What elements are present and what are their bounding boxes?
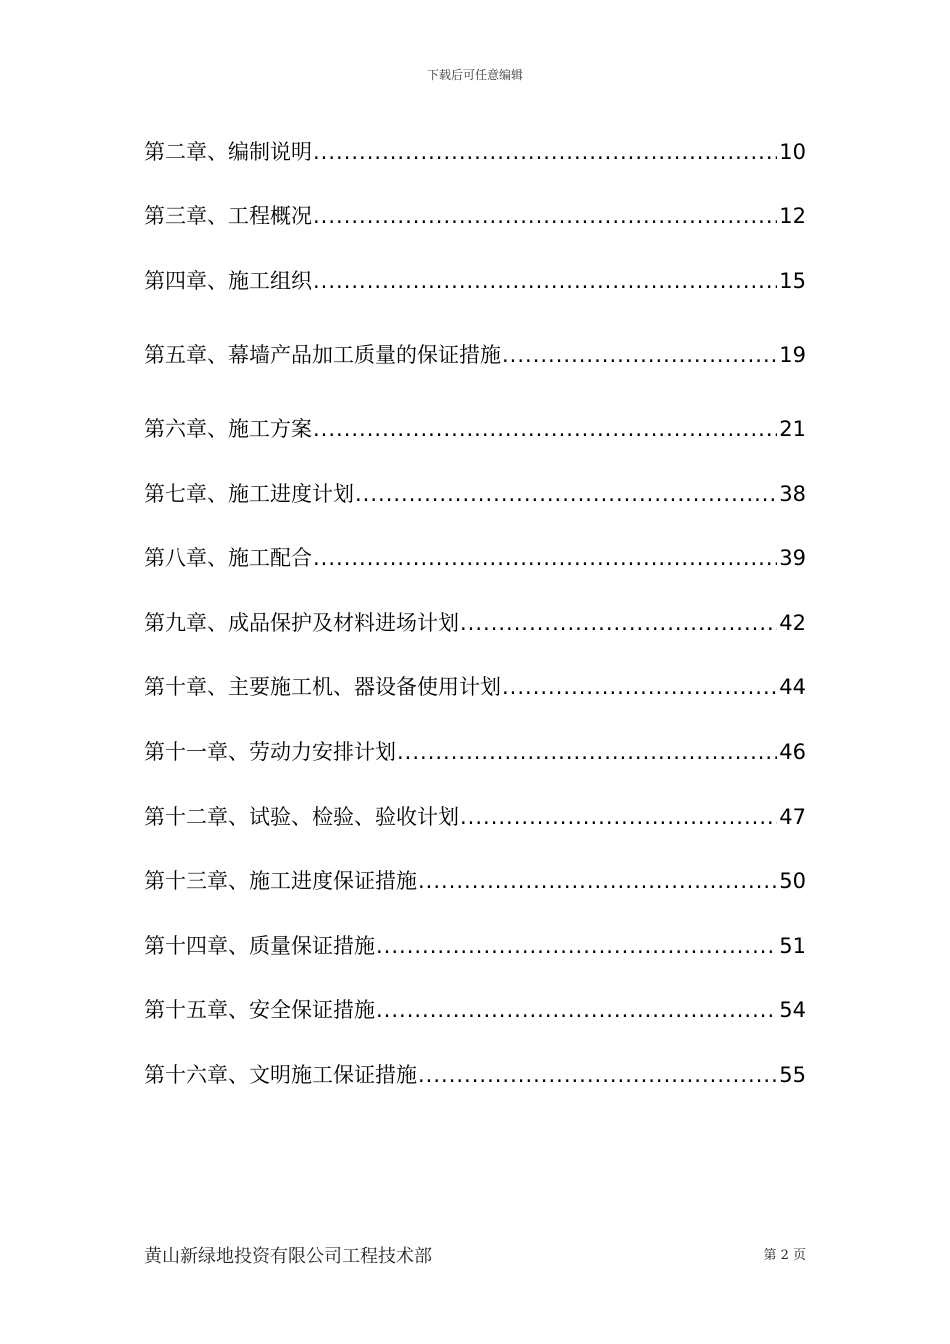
toc-dot-leader <box>460 610 777 636</box>
toc-entry[interactable] <box>144 199 806 229</box>
toc-entry-title: 第五章、幕墙产品加工质量的保证措施 <box>144 343 501 367</box>
toc-entry-page: 54 <box>779 998 806 1022</box>
toc-entry-page: 12 <box>779 204 806 228</box>
toc-dot-leader <box>397 739 777 765</box>
toc-dot-leader <box>502 674 777 700</box>
toc-entry[interactable] <box>144 541 806 571</box>
toc-entry-page: 44 <box>779 675 806 699</box>
toc-entry[interactable] <box>144 412 806 442</box>
toc-entry[interactable] <box>144 735 806 765</box>
toc-entry-title: 第七章、施工进度计划 <box>144 482 354 506</box>
header-note: 下载后可任意编辑 <box>426 68 523 82</box>
toc-entry-page: 55 <box>779 1063 806 1087</box>
toc-entry-title: 第十二章、试验、检验、验收计划 <box>144 805 459 829</box>
toc-entry-title: 第十五章、安全保证措施 <box>144 998 375 1022</box>
toc-entry-title: 第十三章、施工进度保证措施 <box>144 869 417 893</box>
footer-company-name: 黄山新绿地投资有限公司工程技术部 <box>144 1246 432 1267</box>
toc-entry[interactable] <box>144 477 806 507</box>
toc-entry[interactable] <box>144 264 806 294</box>
toc-dot-leader <box>355 481 777 507</box>
toc-entry-title: 第十一章、劳动力安排计划 <box>144 740 396 764</box>
toc-dot-leader <box>460 804 777 830</box>
toc-dot-leader <box>376 933 777 959</box>
toc-entry-page: 10 <box>779 140 806 164</box>
toc-dot-leader <box>376 997 777 1023</box>
toc-entry-title: 第十六章、文明施工保证措施 <box>144 1063 417 1087</box>
toc-entry-title: 第八章、施工配合 <box>144 546 312 570</box>
toc-dot-leader <box>418 1062 777 1088</box>
toc-entry-title: 第六章、施工方案 <box>144 417 312 441</box>
toc-dot-leader <box>418 868 777 894</box>
toc-entry[interactable] <box>144 135 806 165</box>
toc-entry-page: 46 <box>779 740 806 764</box>
toc-entry[interactable] <box>144 338 806 368</box>
toc-entry-page: 39 <box>779 546 806 570</box>
toc-dot-leader <box>313 416 777 442</box>
toc-entry-title: 第九章、成品保护及材料进场计划 <box>144 611 459 635</box>
toc-entry-title: 第三章、工程概况 <box>144 204 312 228</box>
toc-entry[interactable] <box>144 1058 806 1088</box>
toc-entry-title: 第四章、施工组织 <box>144 269 312 293</box>
toc-entry-page: 50 <box>779 869 806 893</box>
toc-entry[interactable] <box>144 993 806 1023</box>
toc-entry[interactable] <box>144 800 806 830</box>
toc-entry-page: 51 <box>779 934 806 958</box>
toc-entry[interactable] <box>144 606 806 636</box>
toc-dot-leader <box>502 342 777 368</box>
toc-dot-leader <box>313 139 777 165</box>
toc-entry-page: 42 <box>779 611 806 635</box>
toc-dot-leader <box>313 268 777 294</box>
toc-entry[interactable] <box>144 670 806 700</box>
toc-entry-page: 21 <box>779 417 806 441</box>
toc-dot-leader <box>313 545 777 571</box>
toc-entry-title: 第二章、编制说明 <box>144 140 312 164</box>
toc-entry[interactable] <box>144 929 806 959</box>
toc-entry[interactable] <box>144 864 806 894</box>
toc-entry-page: 47 <box>779 805 806 829</box>
toc-dot-leader <box>313 203 777 229</box>
toc-entry-title: 第十四章、质量保证措施 <box>144 934 375 958</box>
toc-entry-title: 第十章、主要施工机、器设备使用计划 <box>144 675 501 699</box>
toc-entry-page: 15 <box>779 269 806 293</box>
toc-entry-page: 38 <box>779 482 806 506</box>
footer-page-number: 第 2 页 <box>763 1248 806 1263</box>
toc-entry-page: 19 <box>779 343 806 367</box>
